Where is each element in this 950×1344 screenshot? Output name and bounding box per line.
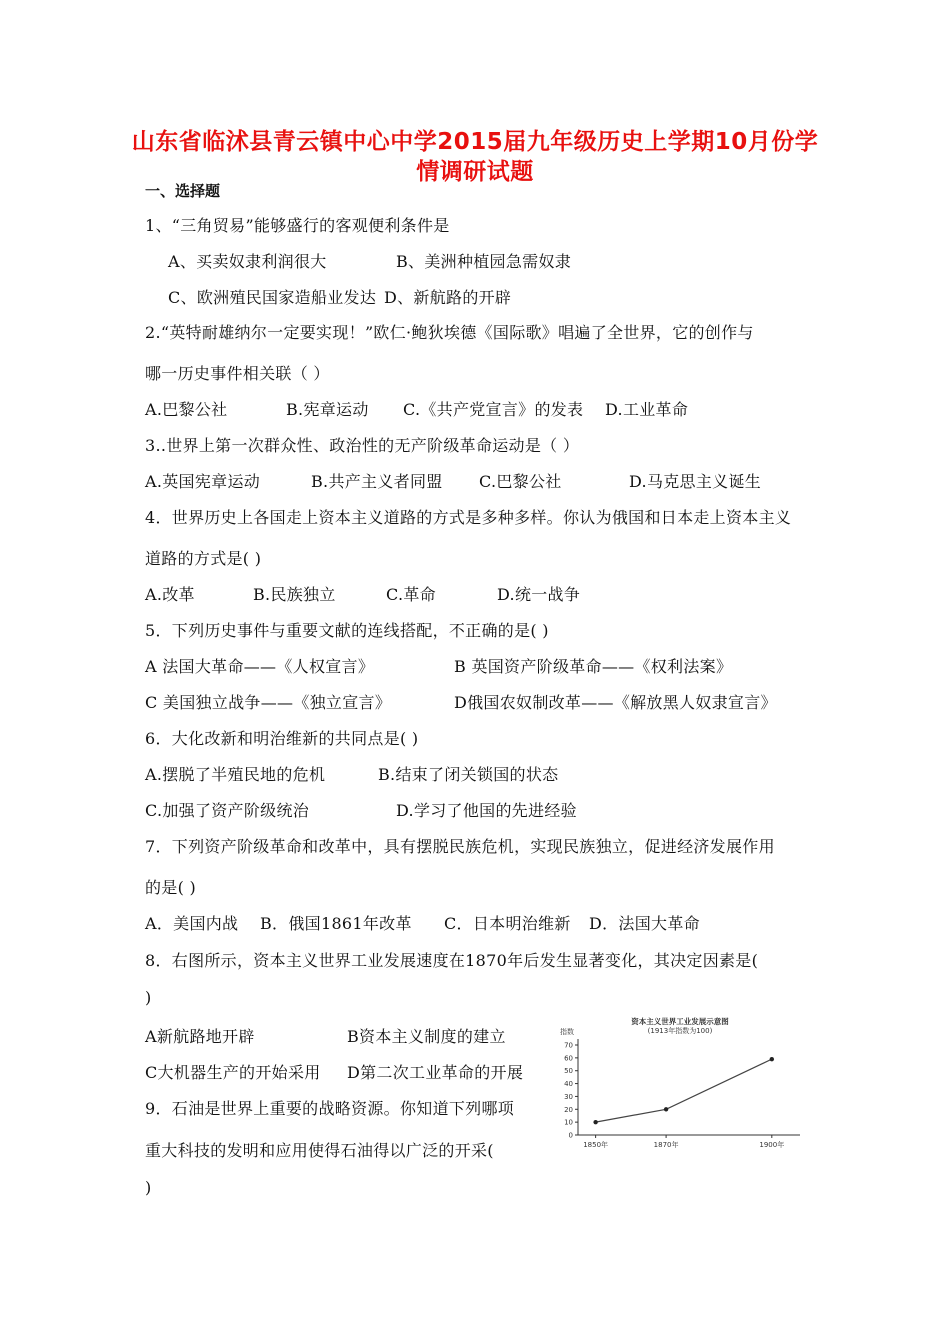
question-2-stem-cont: 哪一历史事件相关联（ ） bbox=[145, 364, 330, 383]
question-3-option-b: B.共产主义者同盟 bbox=[311, 472, 443, 491]
chart-y-tick-label: 50 bbox=[564, 1067, 573, 1076]
question-5-stem: 5．下列历史事件与重要文献的连线搭配，不正确的是( ) bbox=[145, 621, 549, 640]
question-1-stem: 1、“三角贸易”能够盛行的客观便利条件是 bbox=[145, 216, 450, 235]
question-5-option-c: C 美国独立战争——《独立宣言》 bbox=[145, 693, 392, 712]
question-3-stem: 3..世界上第一次群众性、政治性的无产阶级革命运动是（ ） bbox=[145, 436, 580, 455]
chart-subtitle: (1913年指数为100) bbox=[647, 1027, 713, 1035]
document-title-line2: 情调研试题 bbox=[416, 159, 534, 185]
question-6-option-d: D.学习了他国的先进经验 bbox=[396, 801, 577, 820]
chart-data-point bbox=[664, 1107, 668, 1111]
question-4-option-b: B.民族独立 bbox=[253, 585, 336, 604]
question-7-stem: 7．下列资产阶级革命和改革中，具有摆脱民族危机，实现民族独立，促进经济发展作用 bbox=[145, 837, 775, 856]
chart-y-tick-label: 60 bbox=[564, 1054, 573, 1063]
question-4-option-c: C.革命 bbox=[386, 585, 436, 604]
question-8-stem-cont: ) bbox=[145, 988, 152, 1007]
question-2-stem: 2.“英特耐雄纳尔一定要实现！”欧仁·鲍狄埃德《国际歌》唱遍了全世界，它的创作与 bbox=[145, 323, 754, 342]
chart-y-tick-label: 40 bbox=[564, 1080, 573, 1089]
question-3-option-d: D.马克思主义诞生 bbox=[629, 472, 762, 491]
question-6-stem: 6．大化改新和明治维新的共同点是( ) bbox=[145, 729, 419, 748]
industrial-development-chart bbox=[548, 1015, 810, 1157]
question-2-option-b: B.宪章运动 bbox=[286, 400, 369, 419]
question-7-option-a: A．美国内战 bbox=[145, 914, 239, 933]
question-7-stem-cont: 的是( ) bbox=[145, 878, 197, 897]
question-8-option-a: A新航路地开辟 bbox=[145, 1027, 255, 1046]
question-1-option-d: D、新航路的开辟 bbox=[384, 288, 512, 307]
question-9-stem: 9．石油是世界上重要的战略资源。你知道下列哪项 bbox=[145, 1099, 515, 1118]
chart-y-tick-label: 70 bbox=[564, 1041, 573, 1050]
question-5-option-b: B 英国资产阶级革命——《权利法案》 bbox=[454, 657, 733, 676]
question-3-option-a: A.英国宪章运动 bbox=[145, 472, 261, 491]
question-8-option-c: C大机器生产的开始采用 bbox=[145, 1063, 321, 1082]
question-1-option-c: C、欧洲殖民国家造船业发达 bbox=[168, 288, 377, 307]
question-4-option-d: D.统一战争 bbox=[497, 585, 581, 604]
chart-y-tick-label: 10 bbox=[564, 1118, 573, 1127]
question-9-stem-end: ) bbox=[145, 1178, 152, 1197]
question-4-stem-cont: 道路的方式是( ) bbox=[145, 549, 262, 568]
chart-x-tick-label: 1900年 bbox=[759, 1141, 785, 1149]
question-5-option-a: A 法国大革命——《人权宣言》 bbox=[145, 657, 375, 676]
chart-ylabel: 指数 bbox=[560, 1028, 574, 1036]
chart-x-tick-label: 1870年 bbox=[653, 1141, 679, 1149]
question-7-option-c: C．日本明治维新 bbox=[444, 914, 571, 933]
chart-data-point bbox=[593, 1120, 597, 1124]
question-6-option-b: B.结束了闭关锁国的状态 bbox=[378, 765, 559, 784]
question-1-option-a: A、买卖奴隶利润很大 bbox=[168, 252, 327, 271]
question-8-stem: 8．右图所示，资本主义世界工业发展速度在1870年后发生显著变化，其决定因素是( bbox=[145, 951, 759, 970]
question-9-stem-cont: 重大科技的发明和应用使得石油得以广泛的开采( bbox=[145, 1141, 494, 1160]
question-2-option-d: D.工业革命 bbox=[605, 400, 689, 419]
question-4-stem: 4．世界历史上各国走上资本主义道路的方式是多种多样。你认为俄国和日本走上资本主义 bbox=[145, 508, 792, 527]
question-6-option-a: A.摆脱了半殖民地的危机 bbox=[145, 765, 326, 784]
question-4-option-a: A.改革 bbox=[145, 585, 195, 604]
question-8-option-b: B资本主义制度的建立 bbox=[347, 1027, 506, 1046]
question-6-option-c: C.加强了资产阶级统治 bbox=[145, 801, 310, 820]
question-2-option-c: C.《共产党宣言》的发表 bbox=[403, 400, 584, 419]
chart-y-tick-label: 30 bbox=[564, 1092, 573, 1101]
question-7-option-d: D．法国大革命 bbox=[589, 914, 700, 933]
chart-data-point bbox=[770, 1057, 774, 1061]
chart-series-line bbox=[596, 1059, 772, 1122]
question-5-option-d: D俄国农奴制改革——《解放黑人奴隶宣言》 bbox=[454, 693, 777, 712]
chart-title: 资本主义世界工业发展示意图 bbox=[631, 1017, 729, 1026]
section-heading: 一、选择题 bbox=[145, 182, 221, 200]
question-7-option-b: B．俄国1861年改革 bbox=[260, 914, 412, 933]
document-title-line1: 山东省临沭县青云镇中心中学2015届九年级历史上学期10月份学 bbox=[131, 129, 819, 155]
question-1-option-b: B、美洲种植园急需奴隶 bbox=[396, 252, 572, 271]
chart-y-tick-label: 0 bbox=[568, 1131, 573, 1140]
question-3-option-c: C.巴黎公社 bbox=[479, 472, 562, 491]
question-2-option-a: A.巴黎公社 bbox=[145, 400, 228, 419]
chart-y-tick-label: 20 bbox=[564, 1105, 573, 1114]
question-8-option-d: D第二次工业革命的开展 bbox=[347, 1063, 524, 1082]
chart-x-tick-label: 1850年 bbox=[583, 1141, 609, 1149]
